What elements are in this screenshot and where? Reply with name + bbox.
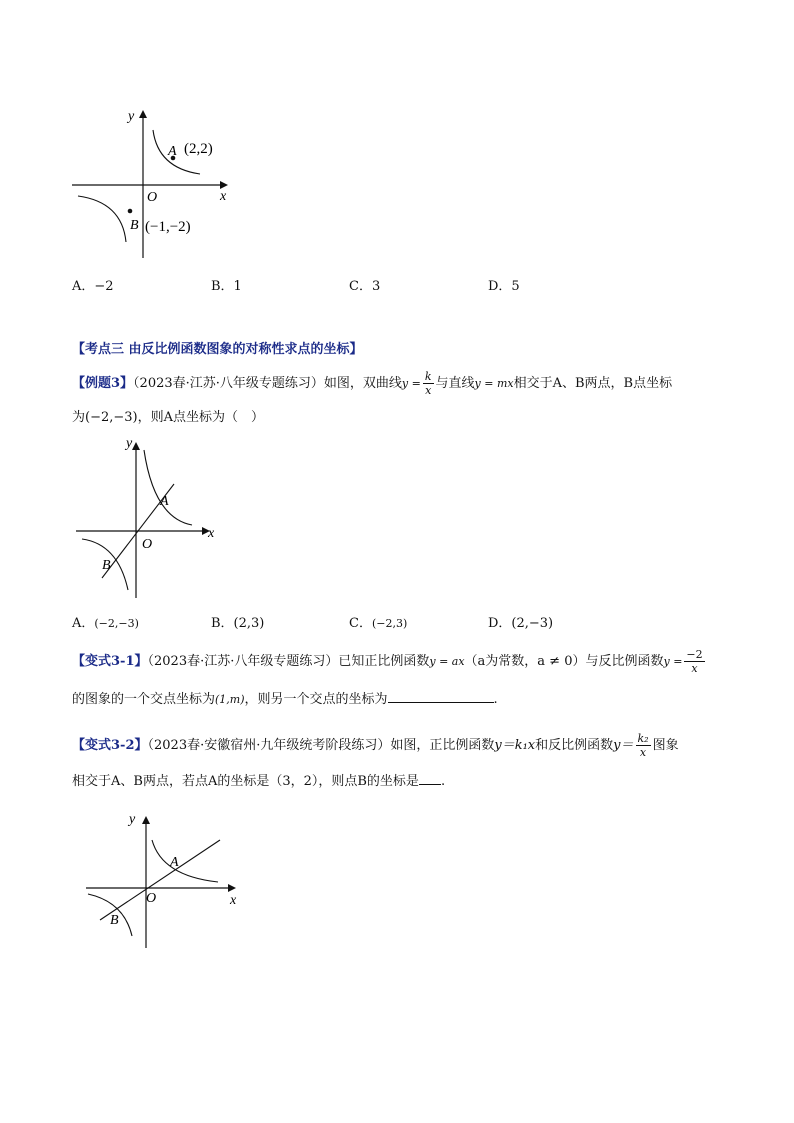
y-axis-arrow [132,442,140,450]
x-axis-arrow [220,181,228,189]
variant-3-2-text1: （2023春·安徽宿州·九年级统考阶段练习）如图，正比例函数 [147,738,495,753]
hyperbola-branch-q1 [152,840,218,882]
variant-3-2-text2: 和反比例函数 [535,738,614,753]
example-3-source: （2023春·江苏·八年级专题练习）如图，双曲线 [133,376,402,391]
point-a-coord: (2,2) [184,141,213,157]
option-a[interactable] [72,612,139,631]
example-3-tag: 【例题3】 [72,376,134,391]
y-axis-arrow [142,816,150,824]
options-row-1 [72,275,732,295]
y-axis-arrow [139,110,147,118]
axis-x-label: x [220,189,227,204]
point-a-label: A [160,494,169,509]
options-row-2 [72,612,732,632]
graph-1 [60,100,240,265]
example-3-line-1 [72,370,672,397]
option-a-label: A． [72,616,95,631]
option-d[interactable]: D．(2,−3) [488,616,554,631]
option-c[interactable]: C．3 [349,279,381,294]
variant-3-2-text3: 图象 [652,738,679,753]
option-b[interactable]: B．1 [211,279,242,294]
variant-3-1-line2-b: ，则另一个交点的坐标为 [244,692,388,707]
option-c-value: (−2,3) [371,617,408,630]
variant-3-1-fraction [684,648,704,675]
point-b-label: B [130,218,139,233]
point-b-label: B [110,913,119,928]
example-3-mid: 与直线 [435,376,475,391]
variant-3-1-text2: （a为常数，a ≠ 0）与反比例函数 [464,654,664,669]
variant-3-2-y-eq: y＝ [613,738,634,753]
fraction-numerator: k [424,370,432,383]
variant-3-1-line-2 [72,690,498,710]
variant-3-1-line-1 [72,648,707,675]
axis-x-label: x [208,526,215,541]
variant-3-2-line-1 [72,732,679,759]
fraction-numerator: k₂ [637,732,649,745]
x-axis-arrow [228,884,236,892]
graph-3 [80,808,250,953]
section-heading: 【考点三 由反比例函数图象的对称性求点的坐标】 [72,342,363,357]
axis-y-label: y [126,436,133,451]
variant-3-1-line2-a: 的图象的一个交点坐标为 [72,692,216,707]
variant-3-1-end: . [493,692,498,707]
option-b[interactable]: B．(2,3) [211,616,265,631]
variant-3-2-eq: y＝k₁x [494,738,536,753]
fraction-denominator: x [425,384,432,397]
fraction-denominator: x [639,746,647,759]
origin-label: O [142,537,153,552]
variant-3-1-text1: （2023春·江苏·八年级专题练习）已知正比例函数 [147,654,430,669]
fraction-denominator: x [691,662,698,675]
variant-3-2-end: . [440,774,446,789]
graph-2 [70,432,230,604]
axis-y-label: y [128,109,135,124]
option-a[interactable]: A．−2 [72,279,114,294]
example-3-tail: 相交于A、B两点，B点坐标 [513,376,673,391]
variant-3-1-coord: (1,m) [215,693,245,706]
option-c[interactable] [349,612,407,631]
variant-3-2-line2: 相交于A、B两点，若点A的坐标是（3，2），则点B的坐标是 [72,774,419,789]
origin-label: O [146,891,157,906]
point-b-coord: (−1,−2) [145,219,191,235]
answer-blank[interactable] [388,690,494,703]
option-c-label: C． [349,616,372,631]
option-a-value: (−2,−3) [94,617,139,630]
example-3-line-eq: y = mx [474,377,514,390]
point-a-label: A [168,144,177,159]
variant-3-2-fraction [636,732,651,759]
point-b-dot [128,209,133,214]
variant-3-1-tag: 【变式3-1】 [72,654,148,669]
point-a-label: A [170,855,179,870]
point-b-label: B [102,558,111,573]
variant-3-1-eq: y = ax [429,655,465,668]
variant-3-2-tag: 【变式3-2】 [72,738,148,753]
fraction-numerator: −2 [686,648,703,661]
hyperbola-branch-q3 [78,196,126,242]
example-3-fraction [423,370,434,397]
variant-3-1-y-eq: y = [663,655,683,668]
answer-blank[interactable] [419,772,441,785]
origin-label: O [147,190,158,205]
example-3-y-eq: y = [401,377,421,390]
axis-x-label: x [230,893,237,908]
variant-3-2-line-2 [72,772,445,792]
option-d[interactable]: D．5 [488,279,520,294]
example-3-line-2: 为(−2,−3)，则A点坐标为（ ） [72,410,264,425]
axis-y-label: y [129,812,136,827]
